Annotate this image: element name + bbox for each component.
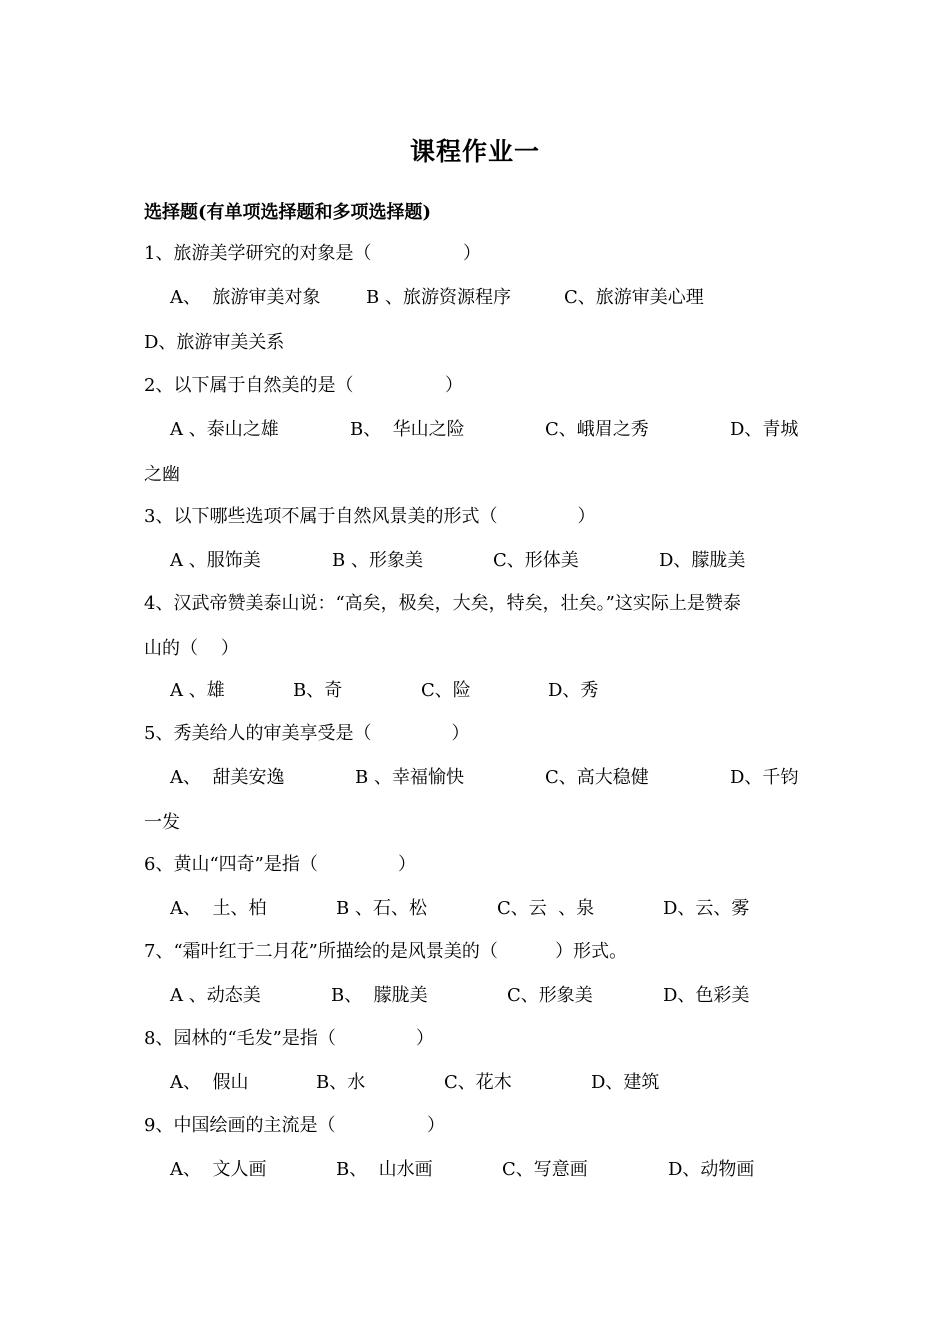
option-3c: C、形体美 [493,550,579,571]
option-5d: D、千钧 [730,767,799,788]
option-4b: B、奇 [293,680,343,701]
option-5b: B 、幸福愉快 [355,767,464,788]
question-6: 6、黄山“四奇”是指（ ） [144,854,416,875]
question-3: 3、以下哪些选项不属于自然风景美的形式（ ） [144,506,596,527]
option-9b: B、 山水画 [336,1159,433,1180]
option-6b: B 、石、松 [336,898,427,919]
option-8a: A、 假山 [170,1072,249,1093]
question-4-wrap: 山的（ ） [144,638,239,659]
option-7d: D、色彩美 [663,985,750,1006]
option-4d: D、秀 [548,680,599,701]
question-8: 8、园林的“毛发”是指（ ） [144,1028,434,1049]
option-6c: C、云 、泉 [497,898,595,919]
option-3d: D、朦胧美 [659,550,746,571]
option-9d: D、动物画 [668,1159,755,1180]
option-3a: A 、服饰美 [170,550,261,571]
option-8d: D、建筑 [591,1072,660,1093]
option-5c: C、高大稳健 [545,767,649,788]
page-title: 课程作业一 [409,137,540,166]
option-8b: B、水 [316,1072,366,1093]
option-5d-wrap: 一发 [144,812,180,833]
option-6d: D、云、雾 [663,898,750,919]
option-7b: B、 朦胧美 [331,985,428,1006]
option-7c: C、形象美 [507,985,593,1006]
question-9: 9、中国绘画的主流是（ ） [144,1115,445,1136]
option-4c: C、险 [421,680,471,701]
question-2: 2、以下属于自然美的是（ ） [144,375,463,396]
question-1: 1、旅游美学研究的对象是（ ） [144,243,481,264]
question-5: 5、秀美给人的审美享受是（ ） [144,723,470,744]
option-3b: B 、形象美 [332,550,423,571]
option-2c: C、峨眉之秀 [545,419,649,440]
option-9c: C、写意画 [502,1159,588,1180]
option-4a: A 、雄 [170,680,225,701]
option-8c: C、花木 [444,1072,512,1093]
option-2b: B、 华山之险 [350,419,465,440]
option-1c: C、旅游审美心理 [564,287,704,308]
section-heading: 选择题(有单项选择题和多项选择题) [144,202,432,223]
option-7a: A 、动态美 [170,985,261,1006]
option-1d: D、旅游审美关系 [144,332,285,353]
option-2a: A 、泰山之雄 [170,419,279,440]
option-6a: A、 土、柏 [170,898,267,919]
option-1b: B 、旅游资源程序 [366,287,511,308]
option-2d: D、青城 [730,419,799,440]
option-1a: A、 旅游审美对象 [170,287,321,308]
option-5a: A、 甜美安逸 [170,767,285,788]
option-9a: A、 文人画 [170,1159,267,1180]
option-2d-wrap: 之幽 [144,464,180,485]
question-4: 4、汉武帝赞美泰山说：“高矣，极矣，大矣，特矣，壮矣。”这实际上是赞泰 [144,593,741,614]
question-7: 7、“霜叶红于二月花”所描绘的是风景美的（ ）形式。 [144,941,628,962]
